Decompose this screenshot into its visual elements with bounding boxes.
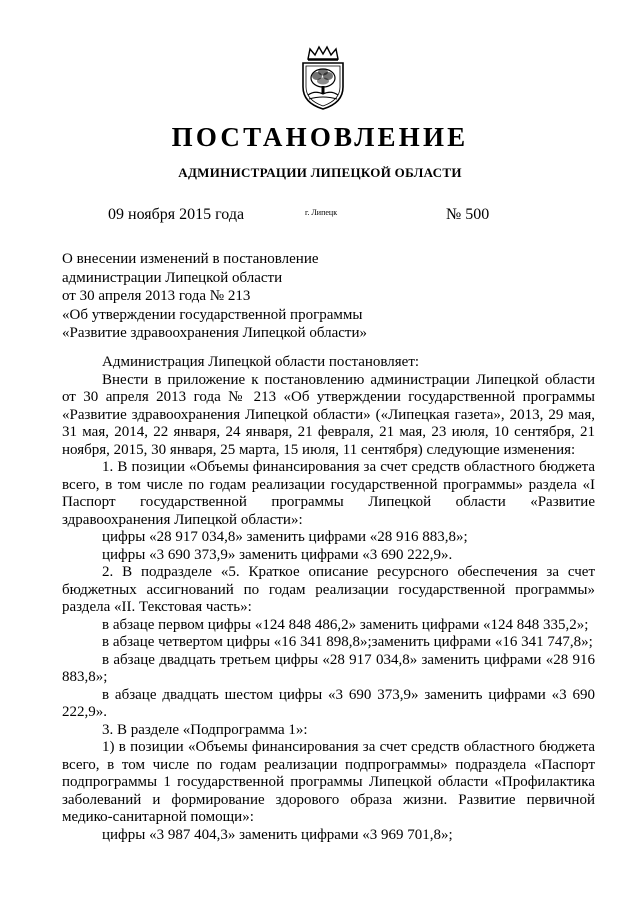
body-paragraph: Администрация Липецкой области постановляет: [102,354,420,370]
body-paragraph: Внести в приложение к постановлению администрации Липецкой области от 30 апреля 2013 года № 213 «Об утверждении государственной программы «Развитие здравоохранения Липецкой области» («Липецкая газета», 2013, 29 мая, 31 мая, 2014, 22 января, 24 января, 21 февраля, 21 мая, 23 июля, 10 сентября, 21 ноября, 2015, 30 января, 25 марта, 15 июля, 11 сентября) следующие изменения: [62,371,595,458]
document-body [62,354,595,844]
heading-line: «Развитие здравоохранения Липецкой области» [62,325,367,341]
body-paragraph: цифры «3 987 404,3» заменить цифрами «3 969 701,8»; [102,826,453,843]
body-paragraph: в абзаце четвертом цифры «16 341 898,8»;заменить цифрами «16 341 747,8»; [102,634,593,650]
body-paragraph: цифры «28 917 034,8» заменить цифрами «28 916 883,8»; [102,529,468,545]
body-paragraph: 1. В позиции «Объемы финансирования за счет средств областного бюджета всего, в том числе по годам реализации государственной программы» раздела «I Паспорт государственной программы Липецкой области «Развитие здравоохранения Липецкой области»: [62,459,595,528]
document-subtitle: АДМИНИСТРАЦИИ ЛИПЕЦКОЙ ОБЛАСТИ [178,165,462,180]
document-date: 09 ноября 2015 года [108,206,245,223]
heading-line: «Об утверждении государственной программы [62,306,363,323]
body-paragraph: цифры «3 690 373,9» заменить цифрами «3 690 222,9». [102,546,453,563]
body-paragraph: 1) в позиции «Объемы финансирования за счет средств областного бюджета всего, в том числе по годам реализации подпрограммы» подраздела «Паспорт подпрограммы 1 государственной программы Липецкой области «Профилактика заболеваний и формирование здорового образа жизни. Развитие первичной медико-санитарной помощи»: [62,739,595,825]
body-paragraph: в абзаце двадцать шестом цифры «3 690 373,9» заменить цифрами «3 690 222,9». [62,686,595,720]
document-heading [62,250,367,343]
coat-of-arms-emblem [295,45,351,111]
document-number: № 500 [446,206,490,223]
body-paragraph: 2. В подразделе «5. Краткое описание ресурсного обеспечения за счет бюджетных ассигнований по годам реализации государственной программы» раздела «II. Текстовая часть»: [62,564,595,615]
body-paragraph: в абзаце двадцать третьем цифры «28 917 034,8» заменить цифрами «28 916 883,8»; [62,651,595,685]
heading-line: от 30 апреля 2013 года № 213 [62,288,251,304]
document-title: ПОСТАНОВЛЕНИЕ [171,122,469,152]
document-city: г. Липецк [305,208,338,217]
body-paragraph: 3. В разделе «Подпрограмма 1»: [102,721,308,738]
heading-line: О внесении изменений в постановление [62,251,319,267]
heading-line: администрации Липецкой области [62,269,283,286]
body-paragraph: в абзаце первом цифры «124 848 486,2» заменить цифрами «124 848 335,2»; [102,616,589,633]
